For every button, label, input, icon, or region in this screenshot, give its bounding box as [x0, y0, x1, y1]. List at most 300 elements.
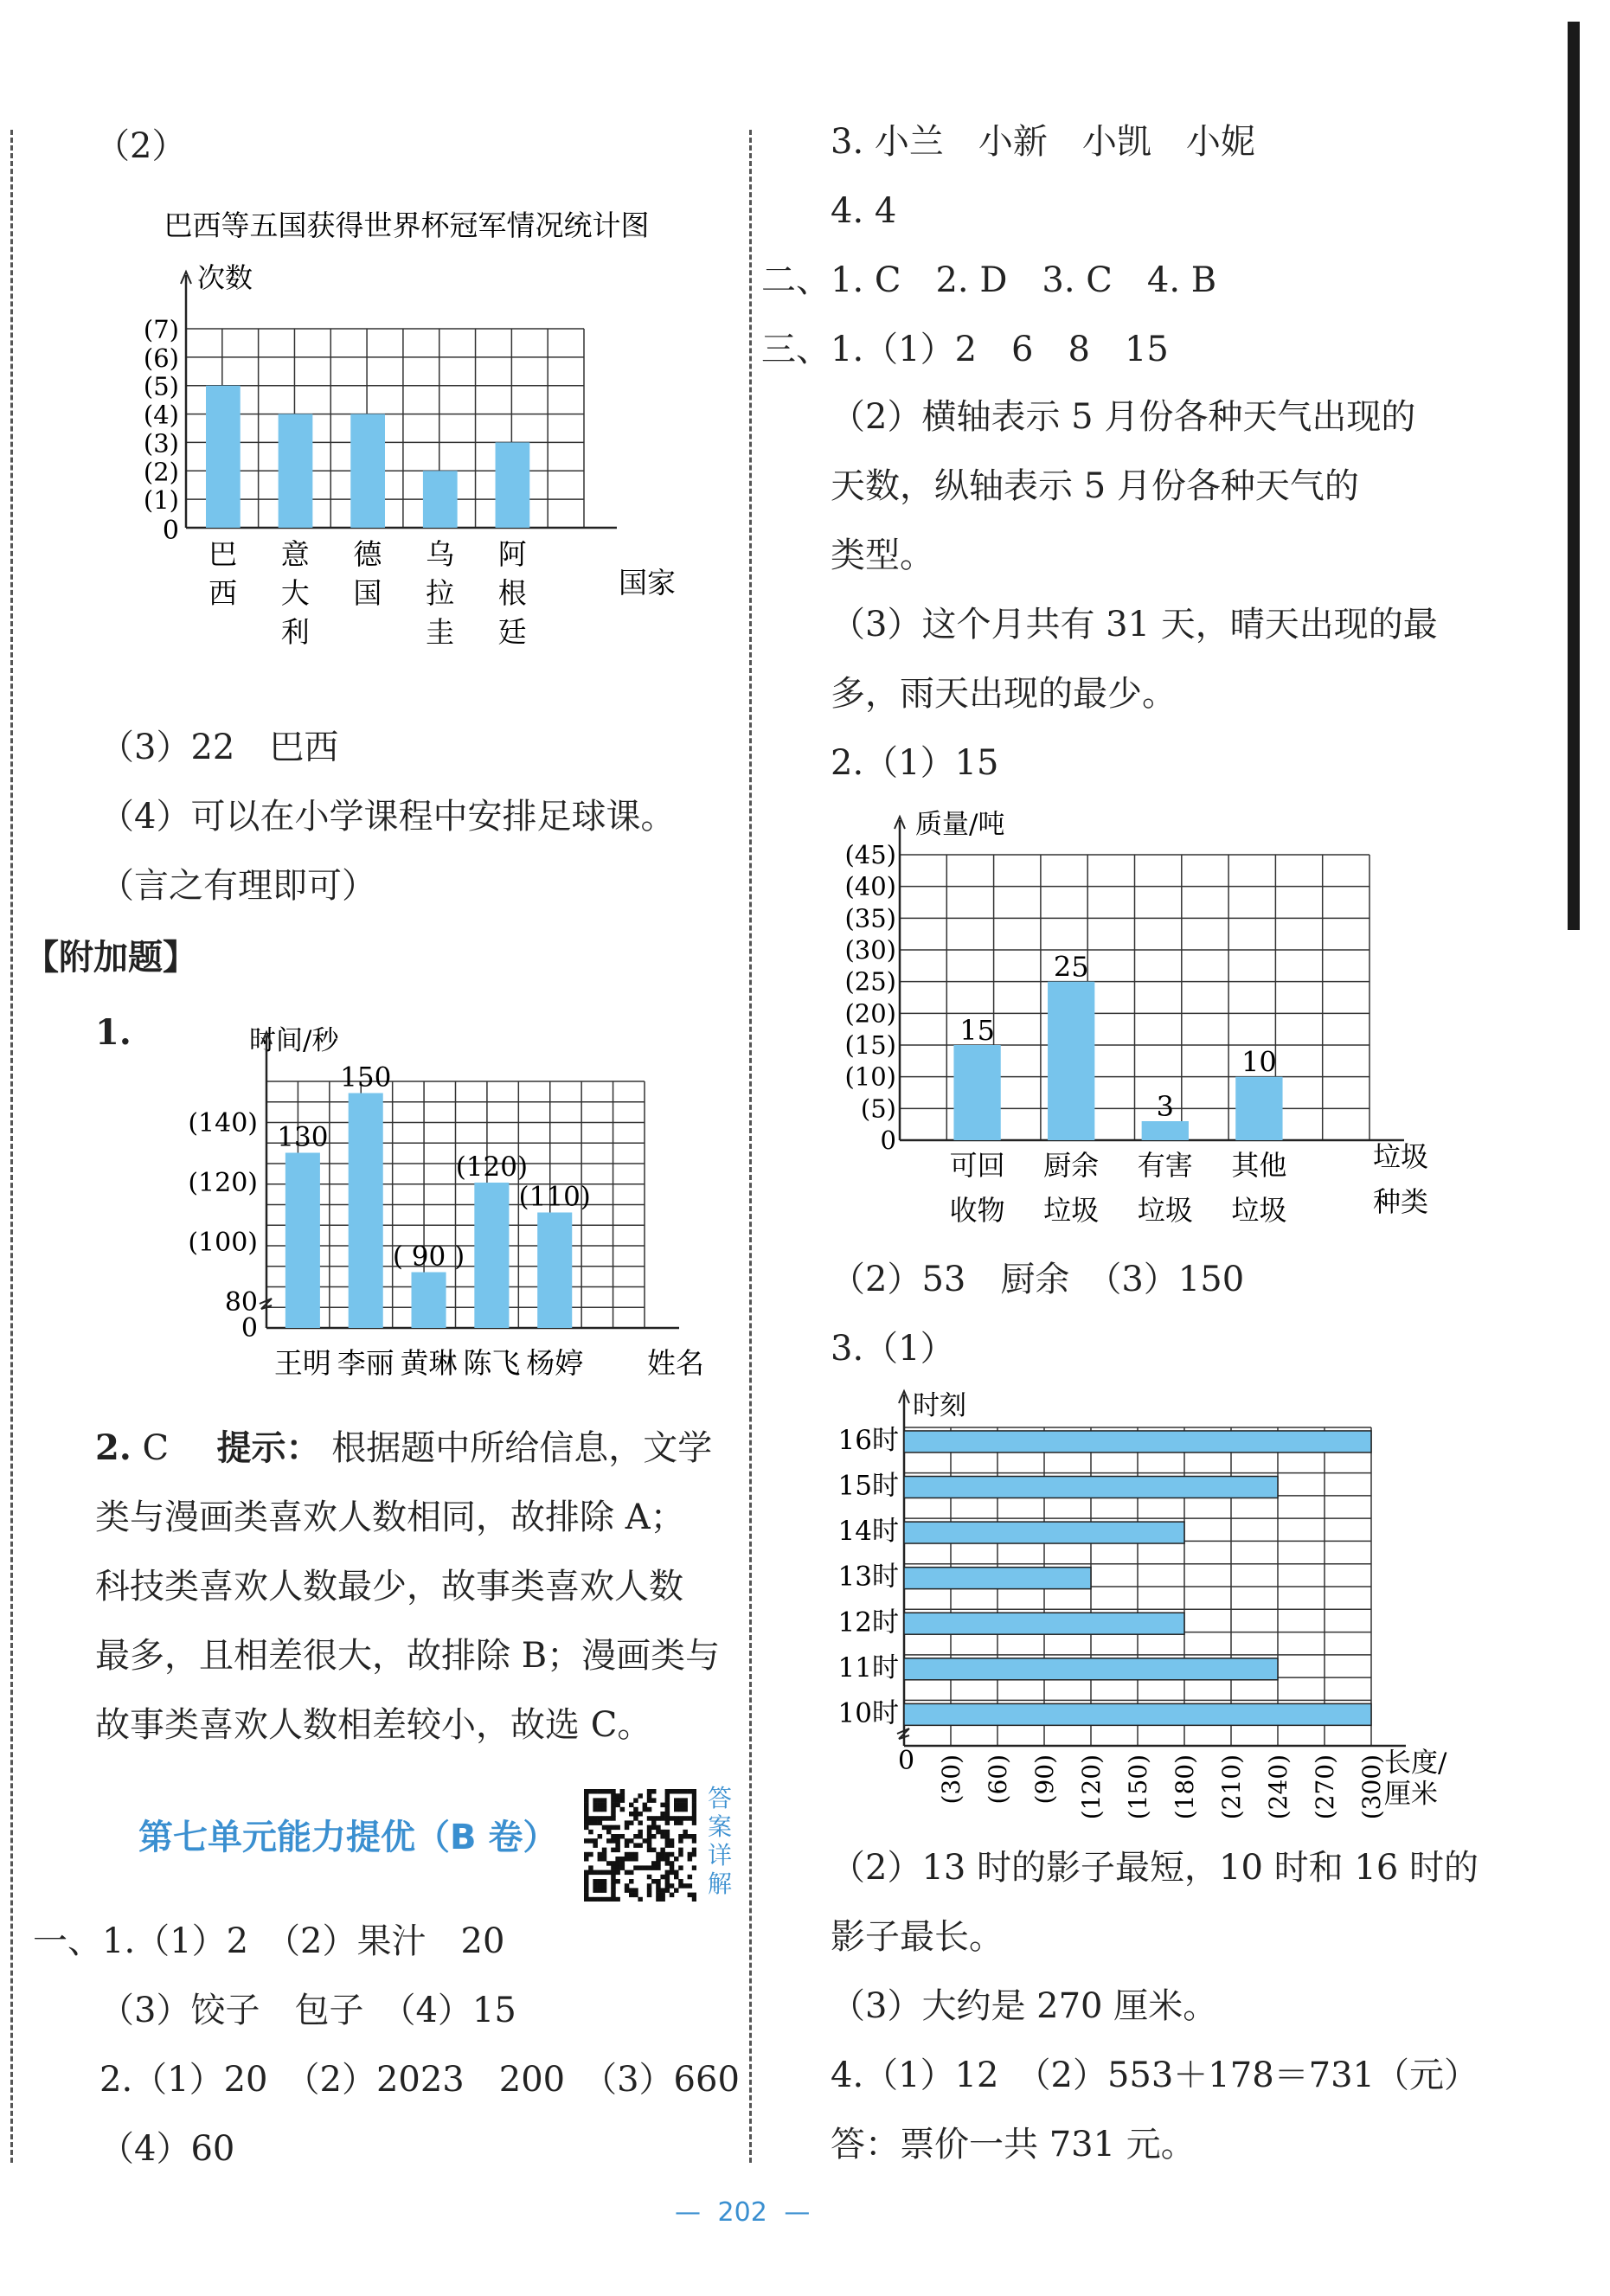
qr-module: [606, 1825, 612, 1831]
qr-module: [588, 1897, 593, 1902]
qr-module: [665, 1888, 670, 1893]
qr-module: [615, 1848, 620, 1853]
chart4-bar: [904, 1613, 1184, 1634]
chart3-ytick: (45): [844, 840, 896, 869]
qr-module: [692, 1812, 696, 1817]
chart1-category-char: 巴: [208, 537, 238, 571]
qr-module: [678, 1848, 683, 1853]
qr-module: [633, 1798, 638, 1803]
qr-module: [638, 1830, 643, 1835]
qr-module: [647, 1875, 652, 1880]
qr-module: [620, 1834, 625, 1839]
qr-module: [665, 1789, 670, 1794]
unit-title: 第七单元能力提优（B 卷）: [138, 1818, 558, 1857]
qr-module: [656, 1825, 661, 1831]
qr-module: [647, 1883, 652, 1889]
q2-number: 2.: [95, 1427, 131, 1468]
qr-module: [629, 1812, 634, 1817]
chart1-ytick: 0: [162, 516, 179, 546]
chart3-ytick: (20): [844, 998, 896, 1029]
qr-module: [593, 1870, 598, 1876]
chart2-category: 王明: [273, 1346, 331, 1380]
chart2-ytick: 80: [224, 1287, 258, 1318]
chart3-ytick: (40): [844, 871, 896, 901]
qr-module: [656, 1888, 661, 1893]
qr-module: [598, 1857, 603, 1862]
qr-module: [665, 1843, 670, 1848]
qr-module: [665, 1875, 670, 1880]
qr-module: [588, 1870, 593, 1876]
qr-module: [683, 1798, 688, 1803]
qr-module: [670, 1870, 675, 1876]
qr-module: [598, 1852, 603, 1857]
qr-module: [647, 1834, 652, 1839]
chart1-bar: [350, 414, 385, 528]
qr-module: [665, 1834, 670, 1839]
qr-module: [584, 1820, 589, 1825]
qr-module: [656, 1861, 661, 1866]
chart1-title: 巴西等五国获得世界杯冠军情况统计图: [164, 208, 650, 242]
qr-module: [692, 1838, 696, 1844]
r-p33: （3）大约是 270 厘米。: [831, 1986, 1218, 2026]
qr-module: [660, 1848, 665, 1853]
qr-module: [615, 1861, 620, 1866]
qr-module: [656, 1897, 661, 1902]
chart4-category: 10时: [837, 1697, 899, 1729]
qr-module: [584, 1812, 589, 1817]
chart1-bar: [206, 386, 241, 528]
chart1-ytick: (2): [143, 457, 179, 487]
chart1-ytick: (1): [143, 485, 179, 516]
qr-module: [588, 1816, 593, 1821]
qr-module: [598, 1897, 603, 1902]
scan-edge-mark: [1568, 22, 1580, 930]
chart3-category-line1: 有害: [1137, 1149, 1193, 1182]
qr-module: [620, 1865, 625, 1870]
qr-module: [638, 1834, 643, 1839]
chart4-xtick: (180): [1171, 1754, 1199, 1820]
qr-module: [683, 1830, 688, 1835]
chart1-ytick: (7): [143, 315, 179, 344]
qr-module: [620, 1798, 625, 1803]
r-p2-line3: 类型。: [831, 536, 934, 575]
qr-module: [588, 1865, 593, 1870]
qr-module: [656, 1830, 661, 1835]
qr-module: [633, 1807, 638, 1812]
chart4-bar: [904, 1431, 1371, 1453]
qr-module: [656, 1857, 661, 1862]
chart4-category: 14时: [837, 1516, 899, 1548]
q2-choice: C: [142, 1428, 170, 1468]
qr-module: [593, 1843, 598, 1848]
qr-module: [633, 1888, 638, 1893]
qr-module: [683, 1807, 688, 1812]
answer-4-line1: （4）可以在小学课程中安排足球课。: [99, 797, 676, 837]
chart1-ytick: (4): [143, 400, 179, 430]
qr-module: [660, 1857, 665, 1862]
qr-module: [643, 1865, 648, 1870]
qr-module: [584, 1883, 589, 1889]
chart2-bar: [537, 1213, 572, 1329]
chart3-bar: [1142, 1121, 1189, 1140]
qr-module: [678, 1883, 683, 1889]
qr-module: [615, 1798, 620, 1803]
chart1-category-char: 阿: [497, 537, 527, 571]
qr-module: [606, 1789, 612, 1794]
qr-module: [611, 1798, 616, 1803]
qr-module: [660, 1803, 665, 1808]
qr-module: [688, 1893, 693, 1898]
qr-module: [674, 1857, 679, 1862]
chart3-category-line2: 垃圾: [1137, 1194, 1193, 1227]
chart3-category-line2: 收物: [949, 1194, 1005, 1227]
qr-module: [593, 1838, 598, 1844]
footer-dash-right: —: [784, 2197, 811, 2228]
qr-module: [674, 1870, 679, 1876]
chart1-bar: [279, 414, 313, 528]
chart4-bar: [904, 1477, 1278, 1498]
qr-module: [656, 1816, 661, 1821]
qr-module: [651, 1816, 657, 1821]
qr-module: [602, 1879, 607, 1884]
qr-module: [584, 1879, 589, 1884]
r-sec2: 二、1. C 2. D 3. C 4. B: [761, 260, 1217, 300]
qr-module: [584, 1816, 589, 1821]
qr-module: [678, 1879, 683, 1884]
qr-module: [678, 1807, 683, 1812]
qr-module: [606, 1897, 612, 1902]
chart3-category-line2: 垃圾: [1231, 1194, 1287, 1227]
chart3-bar: [1235, 1077, 1282, 1140]
chart2-ytick: (120): [188, 1168, 258, 1198]
qr-module: [611, 1865, 616, 1870]
chart1-category-char: 大: [280, 576, 310, 610]
chart2-bar: [285, 1153, 320, 1329]
chart3-bar: [953, 1045, 1000, 1140]
chart2-bar: [412, 1273, 446, 1329]
qr-module: [633, 1843, 638, 1848]
chart4-xtick: (210): [1217, 1754, 1246, 1820]
chart2-data-label: 130: [277, 1121, 329, 1153]
qr-module: [611, 1789, 616, 1794]
qr-module: [692, 1816, 696, 1821]
chart3-data-label: 3: [1156, 1090, 1174, 1123]
qr-module: [660, 1888, 665, 1893]
qr-module: [584, 1875, 589, 1880]
chart3-ytick: (10): [844, 1061, 896, 1092]
qr-module: [615, 1879, 620, 1884]
qr-module: [629, 1870, 634, 1876]
qr-module: [606, 1870, 612, 1876]
qr-module: [584, 1807, 589, 1812]
chart4-bar: [904, 1658, 1278, 1680]
qr-module: [606, 1816, 612, 1821]
qr-module: [692, 1897, 696, 1902]
qr-module: [593, 1803, 598, 1808]
qr-module: [683, 1789, 688, 1794]
qr-module: [615, 1793, 620, 1799]
qr-module: [692, 1789, 696, 1794]
qr-module: [593, 1807, 598, 1812]
qr-module: [678, 1865, 683, 1870]
chart4-xtick: (90): [1030, 1754, 1059, 1805]
qr-module: [584, 1893, 589, 1898]
qr-module: [683, 1834, 688, 1839]
qr-module: [584, 1870, 589, 1876]
chart2-category: 李丽: [337, 1346, 394, 1380]
qr-module: [588, 1852, 593, 1857]
qr-module: [633, 1852, 638, 1857]
qr-module: [660, 1893, 665, 1898]
qr-module: [593, 1888, 598, 1893]
qr-module: [588, 1789, 593, 1794]
qr-module: [633, 1834, 638, 1839]
qr-module: [598, 1870, 603, 1876]
qr-module: [683, 1883, 688, 1889]
qr-module: [598, 1803, 603, 1808]
qr-module: [602, 1816, 607, 1821]
q2-hint-label: 提示：: [216, 1428, 321, 1468]
qr-module: [678, 1816, 683, 1821]
r-item4: 4. 4: [831, 191, 897, 231]
qr-module: [611, 1888, 616, 1893]
qr-module: [647, 1807, 652, 1812]
qr-module: [625, 1888, 630, 1893]
chart2-data-label: (120): [455, 1151, 529, 1183]
qr-module: [625, 1825, 630, 1831]
chart1-bar: [423, 471, 458, 528]
chart1-category-char: 德: [353, 537, 382, 571]
r-p4-answer: 答：票价一共 731 元。: [831, 2125, 1196, 2165]
qr-module: [670, 1843, 675, 1848]
chart4-xlabel-2: 厘米: [1384, 1779, 1438, 1810]
qr-module: [602, 1888, 607, 1893]
r-q2-1: 2.（1）15: [831, 743, 999, 783]
qr-module: [660, 1875, 665, 1880]
qr-module: [602, 1803, 607, 1808]
qr-module: [665, 1812, 670, 1817]
qr-module: [665, 1816, 670, 1821]
qr-caption: 答案详解: [708, 1784, 733, 1898]
qr-module: [615, 1803, 620, 1808]
r-p32-line2: 影子最长。: [831, 1917, 1004, 1957]
chart3-ytick: (5): [860, 1093, 896, 1124]
chart3-ytick: (30): [844, 935, 896, 965]
chart1-category-char: 圭: [426, 615, 455, 649]
qr-module: [584, 1838, 589, 1844]
sec1-line3: 2.（1）20 （2）2023 200 （3）660: [99, 2060, 740, 2100]
part2-label: （2）: [95, 126, 187, 166]
qr-module: [665, 1857, 670, 1862]
qr-module: [593, 1816, 598, 1821]
chart1-category-char: 利: [280, 615, 310, 649]
qr-module: [584, 1897, 589, 1902]
qr-module: [611, 1848, 616, 1853]
qr-module: [660, 1812, 665, 1817]
qr-module: [598, 1879, 603, 1884]
qr-module: [620, 1807, 625, 1812]
qr-module: [633, 1816, 638, 1821]
chart4-category: 13时: [837, 1561, 899, 1593]
r-p2-line2: 天数，纵轴表示 5 月份各种天气的: [831, 466, 1359, 506]
qr-module: [643, 1803, 648, 1808]
qr-module: [620, 1793, 625, 1799]
qr-module: [584, 1803, 589, 1808]
qr-module: [602, 1807, 607, 1812]
chart2-ytick: 0: [241, 1313, 258, 1344]
qr-module: [678, 1798, 683, 1803]
qr-module: [670, 1893, 675, 1898]
qr-module: [620, 1861, 625, 1866]
chart3-bar: [1048, 982, 1094, 1140]
qr-module: [683, 1803, 688, 1808]
qr-module: [665, 1879, 670, 1884]
qr-module: [625, 1838, 630, 1844]
qr-module: [678, 1789, 683, 1794]
qr-module: [651, 1861, 657, 1866]
page-number-footer: [675, 2197, 810, 2228]
qr-module: [692, 1807, 696, 1812]
chart1-category-char: 根: [497, 576, 527, 610]
qr-module: [584, 1888, 589, 1893]
qr-module: [625, 1843, 630, 1848]
chart2-data-label: 150: [340, 1061, 392, 1093]
qr-module: [674, 1807, 679, 1812]
qr-module: [615, 1843, 620, 1848]
qr-module: [665, 1803, 670, 1808]
qr-module: [602, 1897, 607, 1902]
qr-module: [692, 1798, 696, 1803]
qr-module: [629, 1857, 634, 1862]
qr-module: [611, 1803, 616, 1808]
qr-module: [611, 1838, 616, 1844]
chart1-ylabel: 次数: [197, 261, 253, 294]
qr-module: [647, 1798, 652, 1803]
chart1-category-char: 意: [280, 537, 310, 571]
qr-module: [598, 1888, 603, 1893]
qr-module: [588, 1830, 593, 1835]
r-p2-line1: （2）横轴表示 5 月份各种天气出现的: [831, 397, 1416, 437]
chart3-ytick: (15): [844, 1030, 896, 1060]
chart2-bar: [349, 1093, 383, 1329]
qr-module: [638, 1793, 643, 1799]
chart1-bar: [496, 442, 530, 528]
chart1-ytick: (6): [143, 343, 179, 373]
qr-module: [598, 1807, 603, 1812]
r-sec3: 三、1.（1）2 6 8 15: [761, 330, 1169, 369]
qr-module: [615, 1838, 620, 1844]
chart1-category-char: 国: [353, 576, 382, 610]
qr-module: [598, 1798, 603, 1803]
qr-module: [602, 1852, 607, 1857]
qr-module: [665, 1870, 670, 1876]
q2-hint-text: 根据题中所给信息，文学: [331, 1428, 713, 1468]
qr-module: [593, 1798, 598, 1803]
qr-module: [629, 1803, 634, 1808]
qr-module: [598, 1883, 603, 1889]
qr-module: [615, 1857, 620, 1862]
qr-module: [606, 1830, 612, 1835]
qr-module: [692, 1848, 696, 1853]
chart1-ytick: (5): [143, 371, 179, 401]
chart4-xlabel-1: 长度/: [1384, 1748, 1447, 1779]
qr-module: [678, 1820, 683, 1825]
qr-module: [660, 1830, 665, 1835]
chart4-xtick: (30): [937, 1754, 965, 1805]
sec1-line4: （4）60: [99, 2129, 235, 2169]
chart4-xtick: (120): [1077, 1754, 1106, 1820]
chart3-category-line1: 厨余: [1043, 1149, 1100, 1182]
qr-module: [688, 1857, 693, 1862]
chart2-data-label: (110): [518, 1181, 591, 1213]
qr-module: [611, 1825, 616, 1831]
chart4-xtick: (150): [1124, 1754, 1152, 1820]
q2-line-5: 故事类喜欢人数相差较小，故选 C。: [95, 1705, 652, 1745]
qr-module: [593, 1883, 598, 1889]
qr-module: [674, 1803, 679, 1808]
chart4-bar: [904, 1522, 1184, 1543]
qr-module: [584, 1825, 589, 1831]
qr-module: [651, 1879, 657, 1884]
qr-module: [692, 1852, 696, 1857]
qr-module: [611, 1861, 616, 1866]
qr-module: [674, 1875, 679, 1880]
qr-module: [615, 1870, 620, 1876]
chart1-category-char: 乌: [426, 537, 455, 571]
qr-module: [638, 1843, 643, 1848]
qr-module: [665, 1883, 670, 1889]
qr-module: [638, 1812, 643, 1817]
qr-module: [651, 1834, 657, 1839]
sec1-line1: 一、1.（1）2 （2）果汁 20: [33, 1921, 505, 1961]
qr-module: [688, 1816, 693, 1821]
qr-module: [643, 1807, 648, 1812]
qr-module: [647, 1888, 652, 1893]
qr-module: [674, 1798, 679, 1803]
qr-module: [683, 1816, 688, 1821]
qr-module: [692, 1865, 696, 1870]
qr-module: [629, 1852, 634, 1857]
qr-module: [670, 1852, 675, 1857]
qr-module: [656, 1852, 661, 1857]
chart2-category: 杨婷: [526, 1346, 584, 1380]
chart-time-seconds: [121, 1017, 744, 1389]
chart1-category-char: 廷: [497, 615, 527, 649]
chart1-category-char: 西: [208, 576, 238, 610]
chart3-xlabel-2: 种类: [1373, 1185, 1429, 1218]
qr-module: [678, 1852, 683, 1857]
qr-module: [602, 1857, 607, 1862]
qr-module: [674, 1789, 679, 1794]
qr-module: [611, 1893, 616, 1898]
qr-module: [688, 1852, 693, 1857]
chart3-category-line2: 垃圾: [1043, 1194, 1100, 1227]
chart2-bar: [474, 1183, 509, 1328]
chart1-xlabel: 国家: [619, 566, 676, 600]
footer-dash-left: —: [675, 2197, 701, 2228]
column-divider: [749, 130, 752, 2163]
chart4-category: 15时: [837, 1470, 899, 1502]
qr-module: [688, 1875, 693, 1880]
qr-module: [611, 1834, 616, 1839]
chart4-category: 12时: [837, 1607, 899, 1639]
qr-module: [674, 1888, 679, 1893]
qr-module: [633, 1865, 638, 1870]
qr-module: [647, 1893, 652, 1898]
chart2-category: 陈飞: [463, 1346, 521, 1380]
qr-code[interactable]: [584, 1789, 696, 1902]
qr-module: [625, 1883, 630, 1889]
